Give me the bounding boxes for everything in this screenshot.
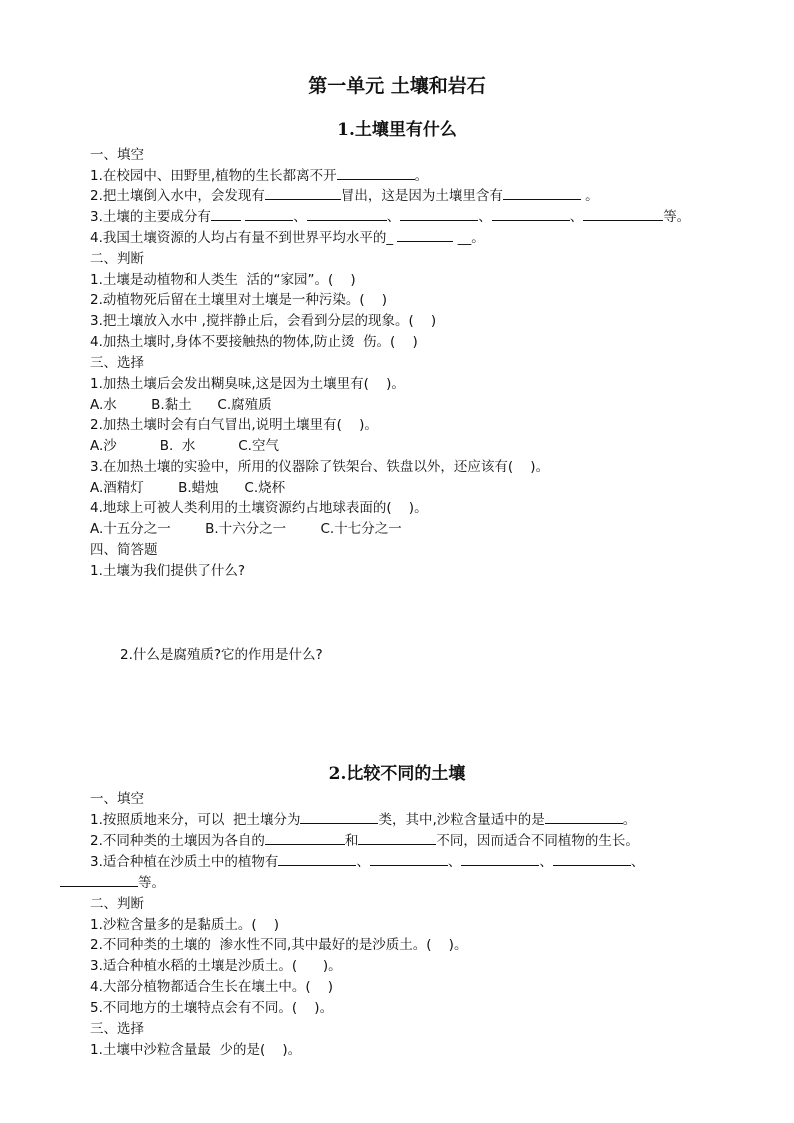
lesson1-choice-heading: 三、选择 [90, 355, 144, 371]
short-question: 2.什么是腐殖质?它的作用是什么? [120, 647, 323, 663]
short-question: 1.土壤为我们提供了什么? [90, 563, 246, 579]
judge-item: 1.沙粒含量多的是黏质土。( ) [90, 917, 280, 933]
choice-options: A.酒精灯 B.蜡烛 C.烧杯 [90, 480, 286, 496]
choice-question: 2.加热土壤时会有白气冒出,说明土壤里有( )。 [90, 417, 378, 433]
answer-blank[interactable] [492, 207, 570, 221]
judge-item: 4.大部分植物都适合生长在壤土中。( ) [90, 979, 334, 995]
choice-question: 4.地球上可被人类利用的土壤资源约占地球表面的( )。 [90, 500, 428, 516]
lesson1-fill-q3: 3.土壤的主要成分有 、 、 、 、 等。 [90, 209, 691, 225]
answer-blank[interactable] [211, 207, 241, 221]
lesson2-fill-q2: 2.不同种类的土壤因为各自的 和 不同，因而适合不同植物的生长。 [90, 833, 639, 849]
lesson2-fill-q3: 3.适合种植在沙质土中的植物有 、 、 、 、 [90, 854, 645, 870]
judge-item: 5.不同地方的土壤特点会有不同。( )。 [90, 1000, 334, 1016]
lesson1-short-heading: 四、简答题 [90, 542, 158, 558]
answer-blank[interactable] [503, 186, 581, 200]
lesson1-judge-heading: 二、判断 [90, 251, 144, 267]
answer-blank[interactable] [300, 810, 378, 824]
judge-item: 1.土壤是动植物和人类生 活的“家园”。( ) [90, 272, 356, 288]
answer-blank[interactable] [245, 207, 293, 221]
answer-blank[interactable] [583, 207, 663, 221]
lesson2-fill-q1: 1.按照质地来分，可以 把土壤分为 类，其中,沙粒含量适中的是 。 [90, 812, 637, 828]
answer-blank[interactable] [337, 166, 415, 180]
answer-blank[interactable] [60, 873, 138, 887]
lesson2-choice-heading: 三、选择 [90, 1021, 144, 1037]
lesson2-judge-heading: 二、判断 [90, 896, 144, 912]
answer-blank[interactable] [265, 186, 341, 200]
choice-options: A.水 B.黏土 C.腐殖质 [90, 397, 272, 413]
answer-blank[interactable] [461, 852, 539, 866]
answer-blank[interactable] [400, 207, 478, 221]
lesson1-title: 1.土壤里有什么 [337, 120, 457, 140]
lesson1-fill-heading: 一、填空 [90, 147, 144, 163]
choice-options: A.十五分之一 B.十六分之一 C.十七分之一 [90, 521, 402, 537]
answer-blank[interactable] [307, 207, 387, 221]
judge-item: 3.把土壤放入水中 ,搅拌静止后，会看到分层的现象。( ) [90, 313, 437, 329]
answer-blank[interactable] [358, 831, 436, 845]
lesson1-fill-q2: 2.把土壤倒入水中，会发现有 冒出，这是因为土壤里含有 。 [90, 188, 599, 204]
judge-item: 2.不同种类的土壤的 渗水性不同,其中最好的是沙质土。( )。 [90, 937, 468, 953]
choice-question: 3.在加热土壤的实验中，所用的仪器除了铁架台、铁盘以外，还应该有( )。 [90, 459, 550, 475]
lesson2-fill-heading: 一、填空 [90, 791, 144, 807]
lesson2-fill-q3-cont: 等。 [60, 873, 165, 893]
judge-item: 4.加热土壤时,身体不要接触热的物体,防止烫 伤。( ) [90, 334, 418, 350]
unit-title: 第一单元 土壤和岩石 [308, 75, 486, 97]
lesson1-fill-q1: 1.在校园中、田野里,植物的生长都离不开 。 [90, 168, 429, 184]
judge-item: 2.动植物死后留在土壤里对土壤是一种污染。( ) [90, 292, 388, 308]
answer-blank[interactable] [397, 228, 453, 242]
answer-blank[interactable] [545, 810, 623, 824]
choice-options: A.沙 B. 水 C.空气 [90, 438, 279, 454]
choice-question: 1.土壤中沙粒含量最 少的是( )。 [90, 1042, 302, 1058]
answer-blank[interactable] [553, 852, 631, 866]
answer-blank[interactable] [265, 831, 345, 845]
answer-blank[interactable] [370, 852, 448, 866]
choice-question: 1.加热土壤后会发出糊臭味,这是因为土壤里有( )。 [90, 376, 405, 392]
lesson2-title: 2.比较不同的土壤 [328, 764, 466, 784]
judge-item: 3.适合种植水稻的土壤是沙质土。( )。 [90, 958, 342, 974]
lesson1-fill-q4: 4.我国土壤资源的人均占有量不到世界平均水平的_ __。 [90, 230, 485, 246]
answer-blank[interactable] [278, 852, 356, 866]
